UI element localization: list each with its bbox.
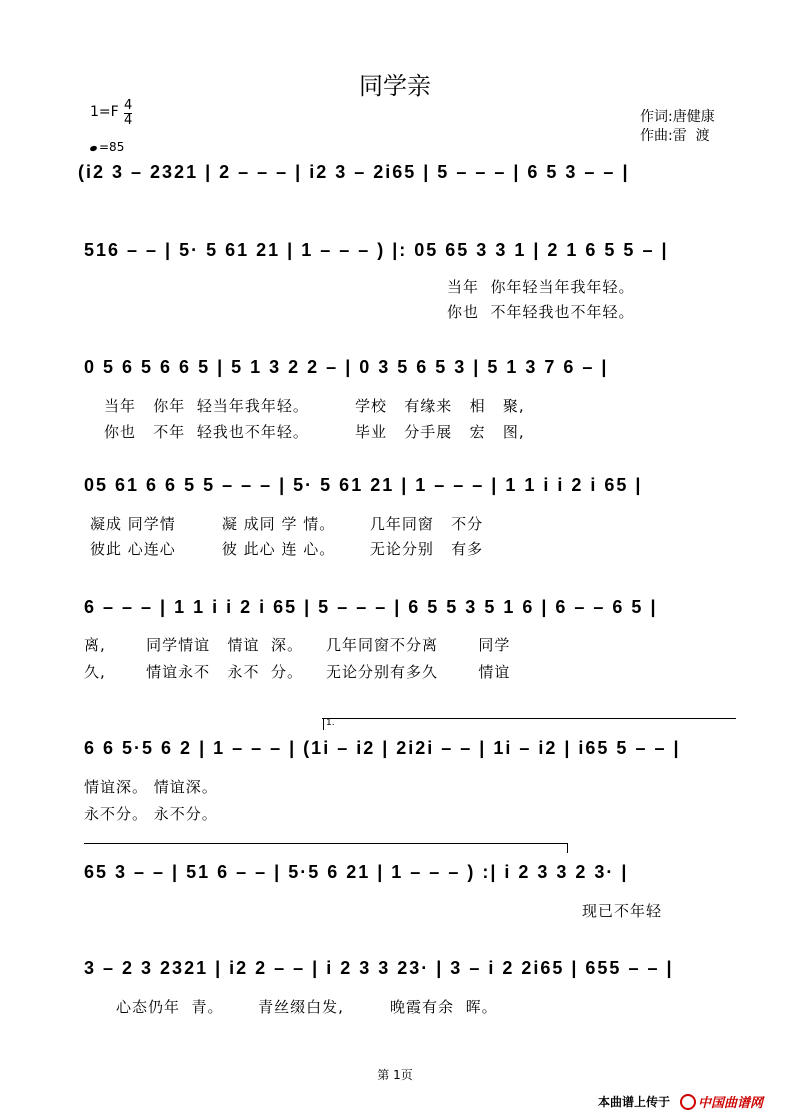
staff-row-3: 0 5 6 5 6 6 5 | 5 1 3 2 2 – | 0 3 5 6 5 3 | 5 1 3 7 6 – |	[84, 357, 609, 377]
key-signature: 1=F	[90, 104, 119, 120]
staff-row-4: 05 61 6 6 5 5 – – – | 5· 5 61 21 | 1 – – – | 1 1 i i 2 i 65 |	[84, 475, 643, 495]
lyric-row-2-verse-2: 你也 不年轻我也不年轻。	[447, 303, 635, 321]
lyric-row-4-verse-1: 凝成 同学情 凝 成同 学 情。 几年同窗 不分	[90, 515, 484, 533]
lyric-row-2-verse-1: 当年 你年轻当年我年轻。	[447, 278, 635, 296]
staff-row-7: 65 3 – – | 51 6 – – | 5·5 6 21 | 1 – – – ) :| i 2 3 3 2 3· |	[84, 862, 629, 882]
composer-credit: 作曲:雷 渡	[640, 128, 710, 144]
page-title: 同学亲	[359, 72, 431, 100]
staff-row-8: 3 – 2 3 2321 | i2 2 – – | i 2 3 3 23· | 3 – i 2 2i65 | 655 – – |	[84, 958, 674, 978]
lyric-row-4-verse-2: 彼此 心连心 彼 此心 连 心。 无论分别 有多	[90, 540, 484, 558]
lyric-row-5-verse-2: 久, 情谊永不 永不 分。 无论分别有多久 情谊	[84, 663, 511, 681]
page-number: 第 1页	[377, 1068, 413, 1082]
lyric-row-5-verse-1: 离, 同学情谊 情谊 深。 几年同窗不分离 同学	[84, 636, 511, 654]
upload-note: 本曲谱上传于	[598, 1095, 671, 1109]
time-signature	[124, 99, 132, 128]
tempo-marking	[90, 140, 124, 154]
time-signature-bottom: 4	[124, 113, 133, 128]
staff-row-5: 6 – – – | 1 1 i i 2 i 65 | 5 – – – | 6 5 5 3 5 1 6 | 6 – – 6 5 |	[84, 597, 658, 617]
volta-bracket-start	[323, 718, 324, 730]
lyric-row-7: 现已不年轻	[582, 902, 663, 920]
credits	[640, 108, 715, 146]
volta-number: 1.	[326, 718, 335, 728]
lyric-row-6-verse-2: 永不分。 永不分。	[84, 805, 218, 823]
staff-row-2: 516 – – | 5· 5 61 21 | 1 – – – ) |: 05 65 3 3 1 | 2 1 6 5 5 – |	[84, 240, 669, 260]
volta-bracket-continued	[84, 843, 568, 844]
lyric-row-3-verse-1: 当年 你年 轻当年我年轻。 学校 有缘来 相 聚,	[104, 397, 525, 415]
site-logo-icon	[680, 1094, 696, 1110]
site-name: 中国曲谱网	[698, 1096, 764, 1111]
lyric-row-8: 心态仍年 青。 青丝缀白发, 晚霞有余 晖。	[116, 998, 498, 1016]
staff-row-6: 6 6 5·5 6 2 | 1 – – – | (1i – i2 | 2i2i – – | 1i – i2 | i65 5 – – |	[84, 738, 681, 758]
time-signature-top: 4	[124, 98, 133, 113]
tempo-value: =85	[99, 140, 125, 154]
staff-row-1: (i2 3 – 2321 | 2 – – – | i2 3 – 2i65 | 5 – – – | 6 5 3 – – |	[78, 162, 630, 182]
quarter-note-icon	[89, 145, 97, 152]
lyric-row-3-verse-2: 你也 不年 轻我也不年轻。 毕业 分手展 宏 图,	[104, 423, 525, 441]
lyricist-credit: 作词:唐健康	[640, 109, 715, 125]
lyric-row-6-verse-1: 情谊深。 情谊深。	[84, 778, 218, 796]
volta-bracket	[322, 718, 736, 719]
site-logo[interactable]	[680, 1092, 763, 1111]
volta-bracket-end	[567, 843, 568, 853]
